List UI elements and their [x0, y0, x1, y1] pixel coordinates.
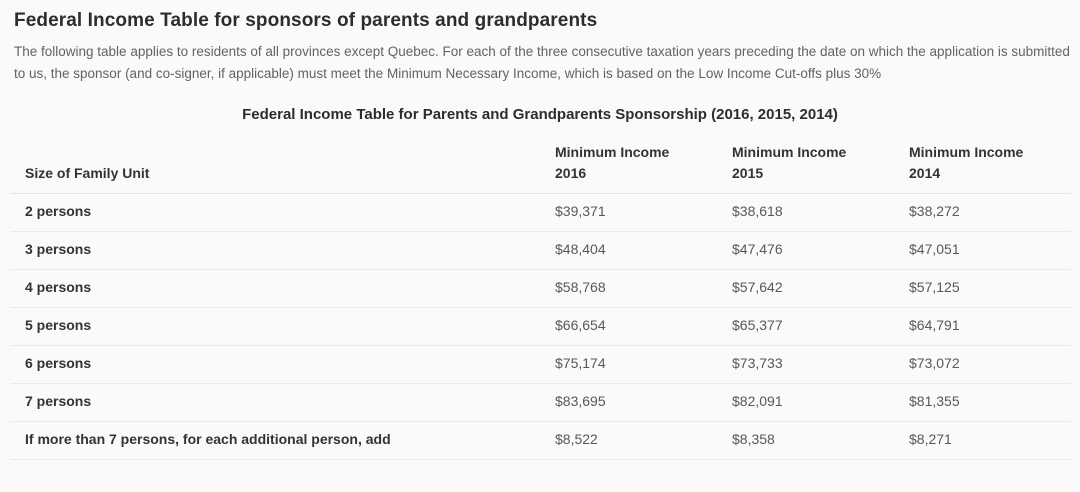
- header-income-2015: [717, 136, 894, 194]
- income-2015-cell: $65,377: [717, 308, 894, 346]
- family-size-cell: 5 persons: [10, 308, 540, 346]
- family-size-cell: 4 persons: [10, 270, 540, 308]
- income-2014-cell: $57,125: [894, 270, 1071, 308]
- header-family-unit: Size of Family Unit: [10, 136, 540, 194]
- table-header: [10, 136, 1071, 194]
- table-row: [10, 422, 1071, 460]
- header-income-2016-line2: 2016: [555, 165, 587, 181]
- income-2016-cell: $75,174: [540, 346, 717, 384]
- income-2015-cell: $47,476: [717, 232, 894, 270]
- family-size-cell: If more than 7 persons, for each additional person, add: [10, 422, 540, 460]
- income-2014-cell: $73,072: [894, 346, 1071, 384]
- income-2015-cell: $82,091: [717, 384, 894, 422]
- page-title: Federal Income Table for sponsors of parents and grandparents: [14, 10, 598, 31]
- income-2014-cell: $81,355: [894, 384, 1071, 422]
- income-2015-cell: $57,642: [717, 270, 894, 308]
- income-2014-cell: $47,051: [894, 232, 1071, 270]
- header-income-2015-line1: Minimum Income: [732, 144, 847, 160]
- table-row: [10, 308, 1071, 346]
- family-size-cell: 2 persons: [10, 194, 540, 232]
- family-size-cell: 6 persons: [10, 346, 540, 384]
- header-income-2014-line1: Minimum Income: [909, 144, 1024, 160]
- income-2014-cell: $8,271: [894, 422, 1071, 460]
- income-2016-cell: $58,768: [540, 270, 717, 308]
- table-row: [10, 232, 1071, 270]
- income-2016-cell: $83,695: [540, 384, 717, 422]
- table-row: [10, 346, 1071, 384]
- header-income-2014-line2: 2014: [909, 165, 941, 181]
- income-2014-cell: $64,791: [894, 308, 1071, 346]
- income-2014-cell: $38,272: [894, 194, 1071, 232]
- header-income-2015-line2: 2015: [732, 165, 764, 181]
- income-2016-cell: $66,654: [540, 308, 717, 346]
- income-2016-cell: $8,522: [540, 422, 717, 460]
- income-table: [10, 136, 1071, 460]
- income-2016-cell: $39,371: [540, 194, 717, 232]
- income-2016-cell: $48,404: [540, 232, 717, 270]
- table-body: [10, 194, 1071, 460]
- family-size-cell: 3 persons: [10, 232, 540, 270]
- header-row: [10, 136, 1071, 194]
- table-caption: Federal Income Table for Parents and Grandparents Sponsorship (2016, 2015, 2014): [242, 106, 838, 123]
- header-income-2016-line1: Minimum Income: [555, 144, 670, 160]
- header-income-2016: [540, 136, 717, 194]
- header-income-2014: [894, 136, 1071, 194]
- table-row: [10, 384, 1071, 422]
- family-size-cell: 7 persons: [10, 384, 540, 422]
- intro-paragraph: The following table applies to residents of all provinces except Quebec. For each of the three consecutive taxation years preceding the date on which the application is submitted to us, the sponsor (and co-signer, if applicable) must meet the Minimum Necessary Income, which is based on the Low Income Cut-offs plus 30%: [14, 44, 1070, 81]
- income-2015-cell: $73,733: [717, 346, 894, 384]
- table-row: [10, 194, 1071, 232]
- table-row: [10, 270, 1071, 308]
- income-2015-cell: $38,618: [717, 194, 894, 232]
- income-2015-cell: $8,358: [717, 422, 894, 460]
